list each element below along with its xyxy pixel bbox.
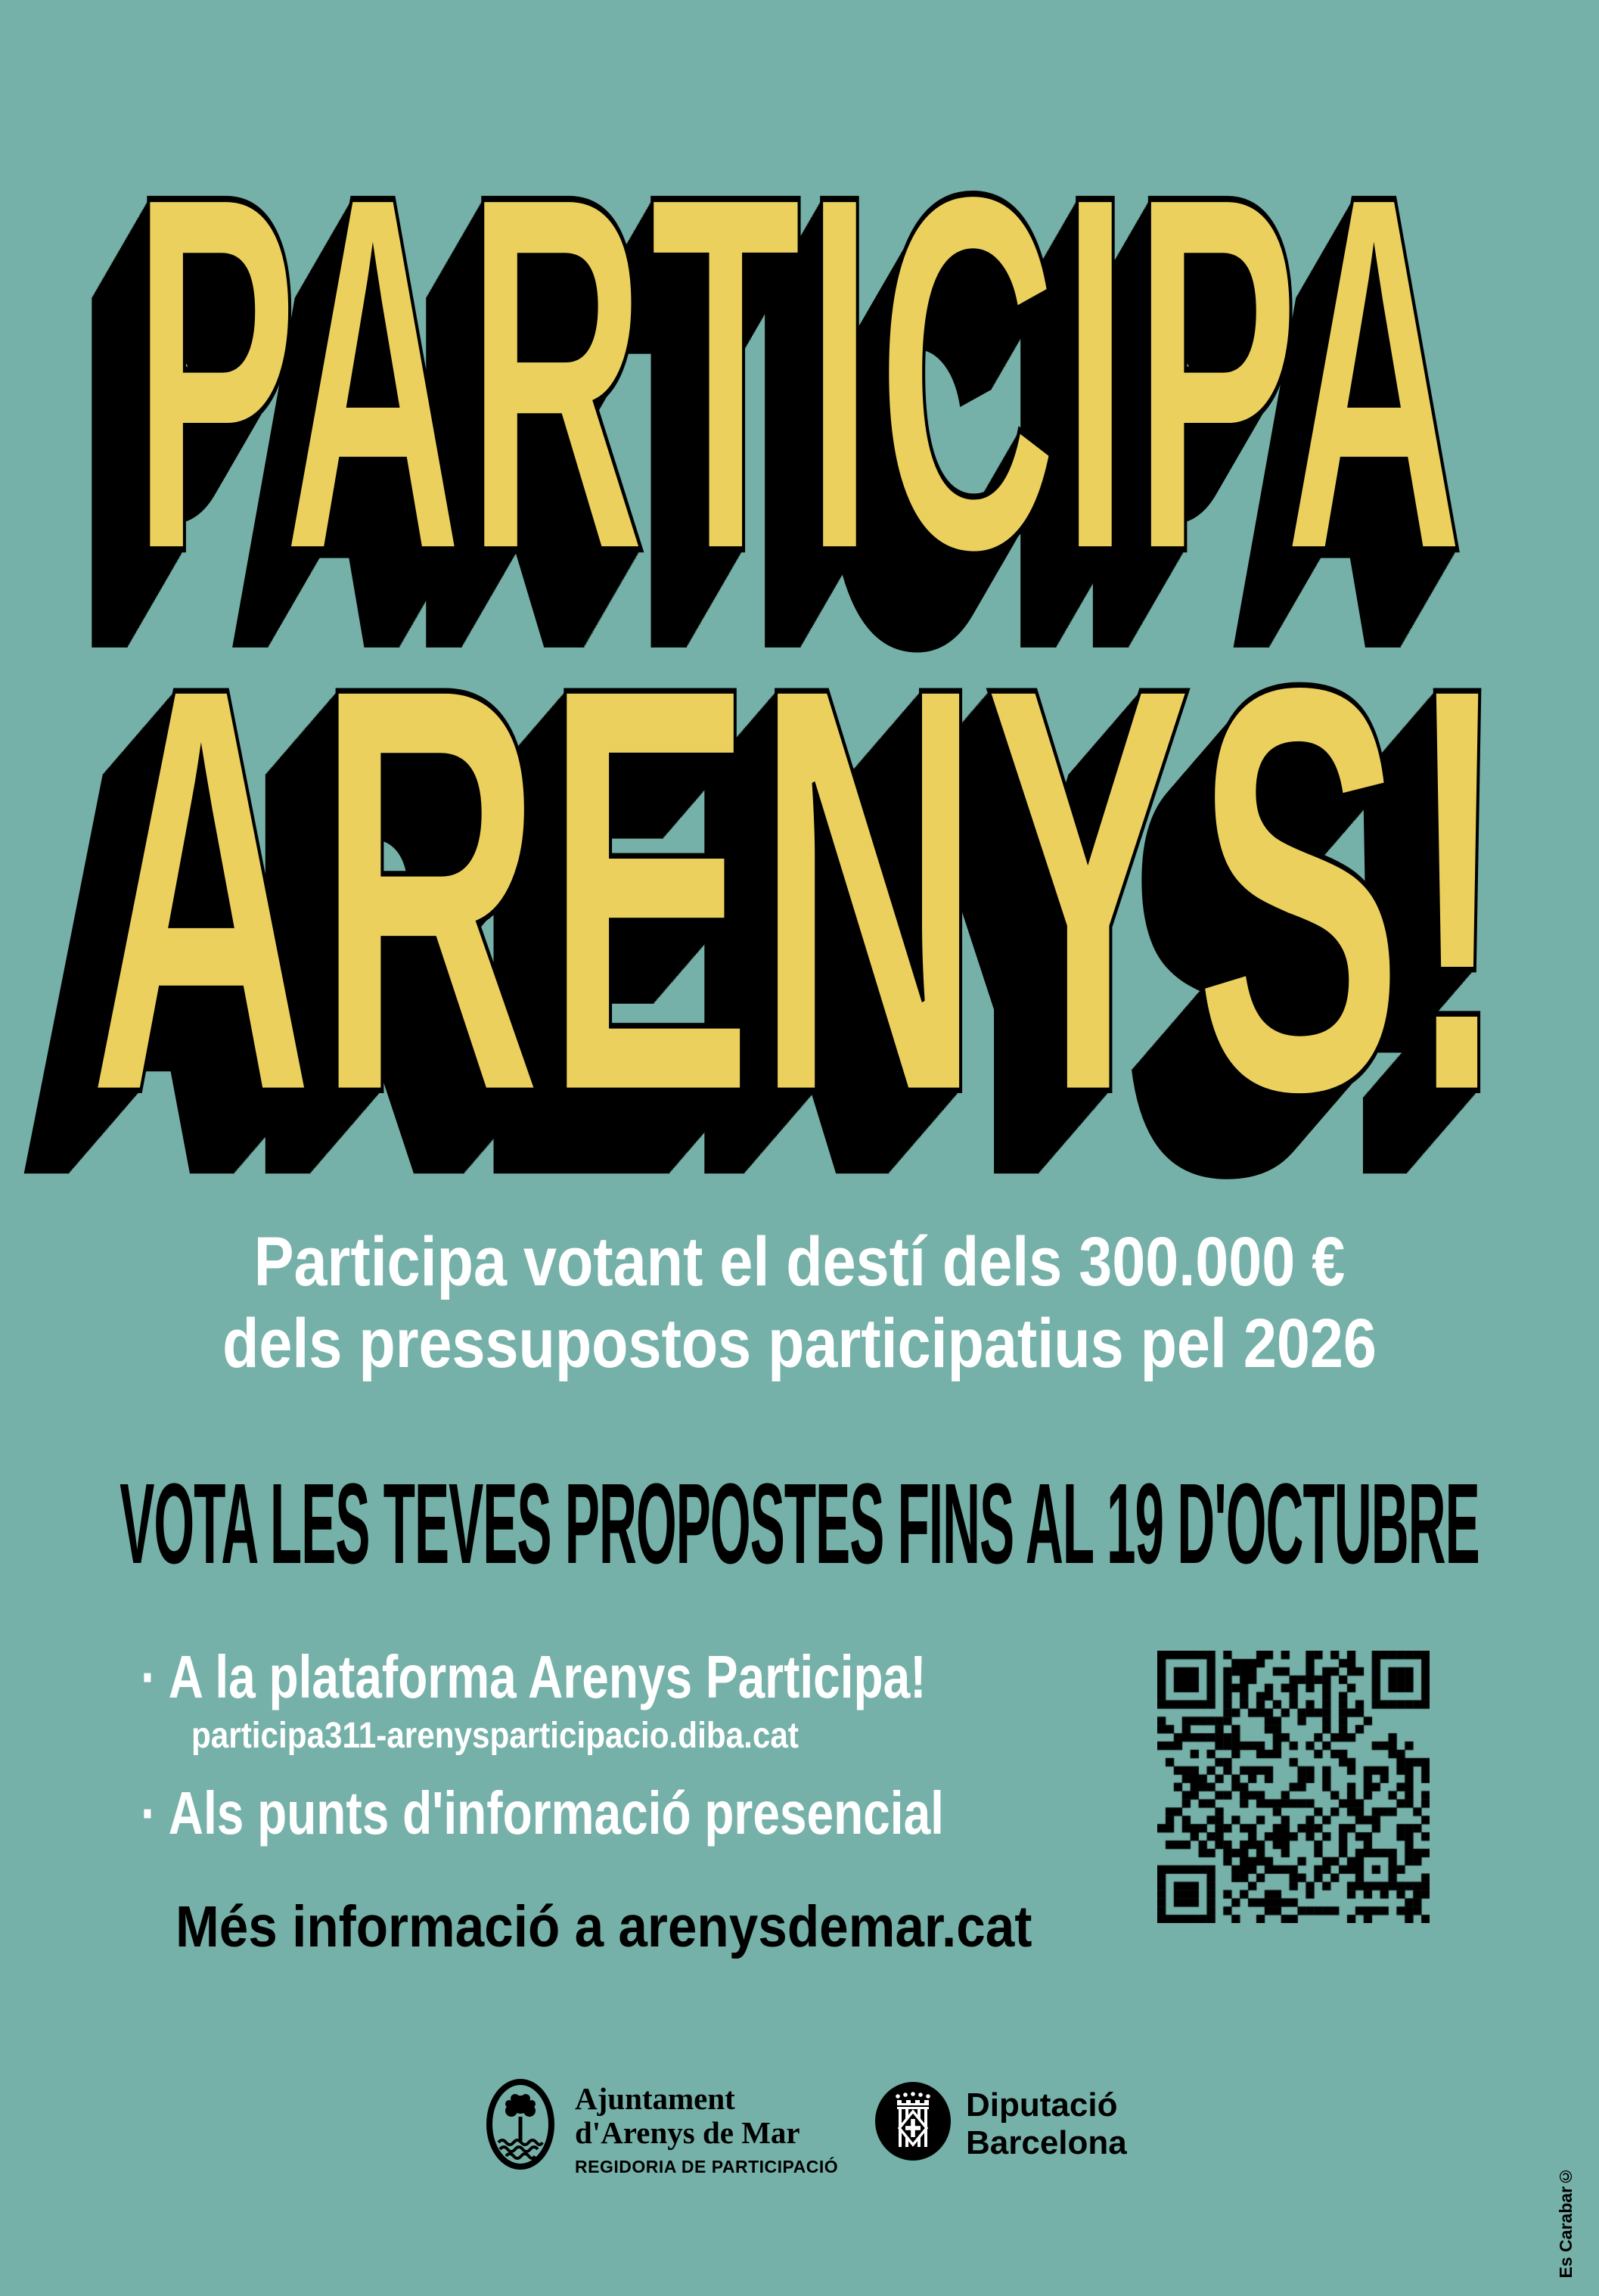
ajuntament-department: REGIDORIA DE PARTICIPACIÓ: [575, 2157, 839, 2177]
channel-platform-label: · A la plataforma Arenys Participa!: [141, 1643, 927, 1710]
ajuntament-text: [575, 2082, 838, 2177]
subtitle-line-2: dels pressupostos participatius pel 2026: [222, 1304, 1377, 1382]
more-info-text: Més informació a arenysdemar.cat: [175, 1894, 1032, 1959]
qr-code-icon: [1157, 1651, 1430, 1923]
title-line-1: PARTICIPA: [132, 88, 1467, 657]
diputacio-name-line2: Barcelona: [966, 2124, 1127, 2162]
ajuntament-name: [575, 2082, 838, 2150]
title-line-2: ARENYS!: [88, 564, 1511, 1214]
diputacio-emblem-icon: [874, 2081, 952, 2161]
platform-url: participa311-arenysparticipacio.diba.cat: [191, 1716, 799, 1756]
deadline-headline: VOTA LES TEVES PROPOSTES FINS AL 19 D'OCTUBRE: [120, 1461, 1479, 1589]
ajuntament-name-line1: Ajuntament: [575, 2081, 735, 2116]
channel-inperson-label: · Als punts d'informació presencial: [141, 1779, 944, 1847]
info-block: [141, 1643, 1144, 1959]
ajuntament-seal-icon: [486, 2079, 554, 2170]
subtitle-line-1: Participa votant el destí dels 300.000 €: [253, 1223, 1346, 1300]
credit-vertical-text: Es Carabar©: [1556, 2166, 1576, 2278]
diputacio-name: [966, 2086, 1127, 2162]
ajuntament-name-line2: d'Arenys de Mar: [575, 2115, 800, 2151]
diputacio-name-line1: Diputació: [966, 2086, 1118, 2124]
subtitle: [112, 1222, 1487, 1384]
